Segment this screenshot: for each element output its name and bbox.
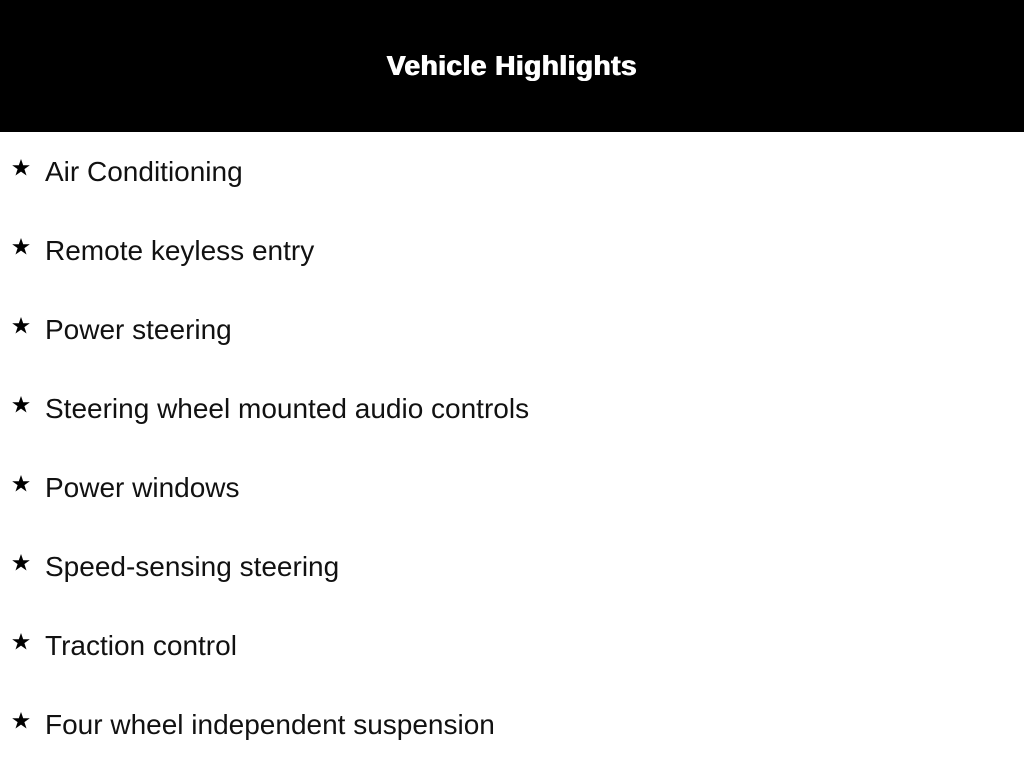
list-item-label: Power windows: [45, 472, 240, 503]
vehicle-highlights-list: [0, 132, 1024, 764]
star-icon: [11, 632, 31, 652]
list-item: [0, 448, 1024, 527]
list-item-label: Remote keyless entry: [45, 235, 315, 266]
star-icon: [11, 553, 31, 573]
list-item: [0, 685, 1024, 764]
list-item: [0, 606, 1024, 685]
list-item: [0, 527, 1024, 606]
list-item-label: Air Conditioning: [45, 156, 243, 187]
list-item: [0, 132, 1024, 211]
list-item-label: Speed-sensing steering: [45, 551, 340, 582]
list-item: [0, 211, 1024, 290]
list-item-label: Power steering: [45, 314, 232, 345]
star-icon: [11, 316, 31, 336]
star-icon: [11, 474, 31, 494]
page-title: Vehicle Highlights: [386, 49, 638, 81]
list-item-label: Traction control: [45, 630, 237, 661]
star-icon: [11, 158, 31, 178]
star-icon: [11, 237, 31, 257]
star-icon: [11, 395, 31, 415]
page-header: [0, 0, 1024, 132]
list-item: [0, 369, 1024, 448]
list-item-label: Four wheel independent suspension: [45, 709, 495, 740]
list-item: [0, 290, 1024, 369]
star-icon: [11, 711, 31, 731]
list-item-label: Steering wheel mounted audio controls: [45, 393, 530, 424]
